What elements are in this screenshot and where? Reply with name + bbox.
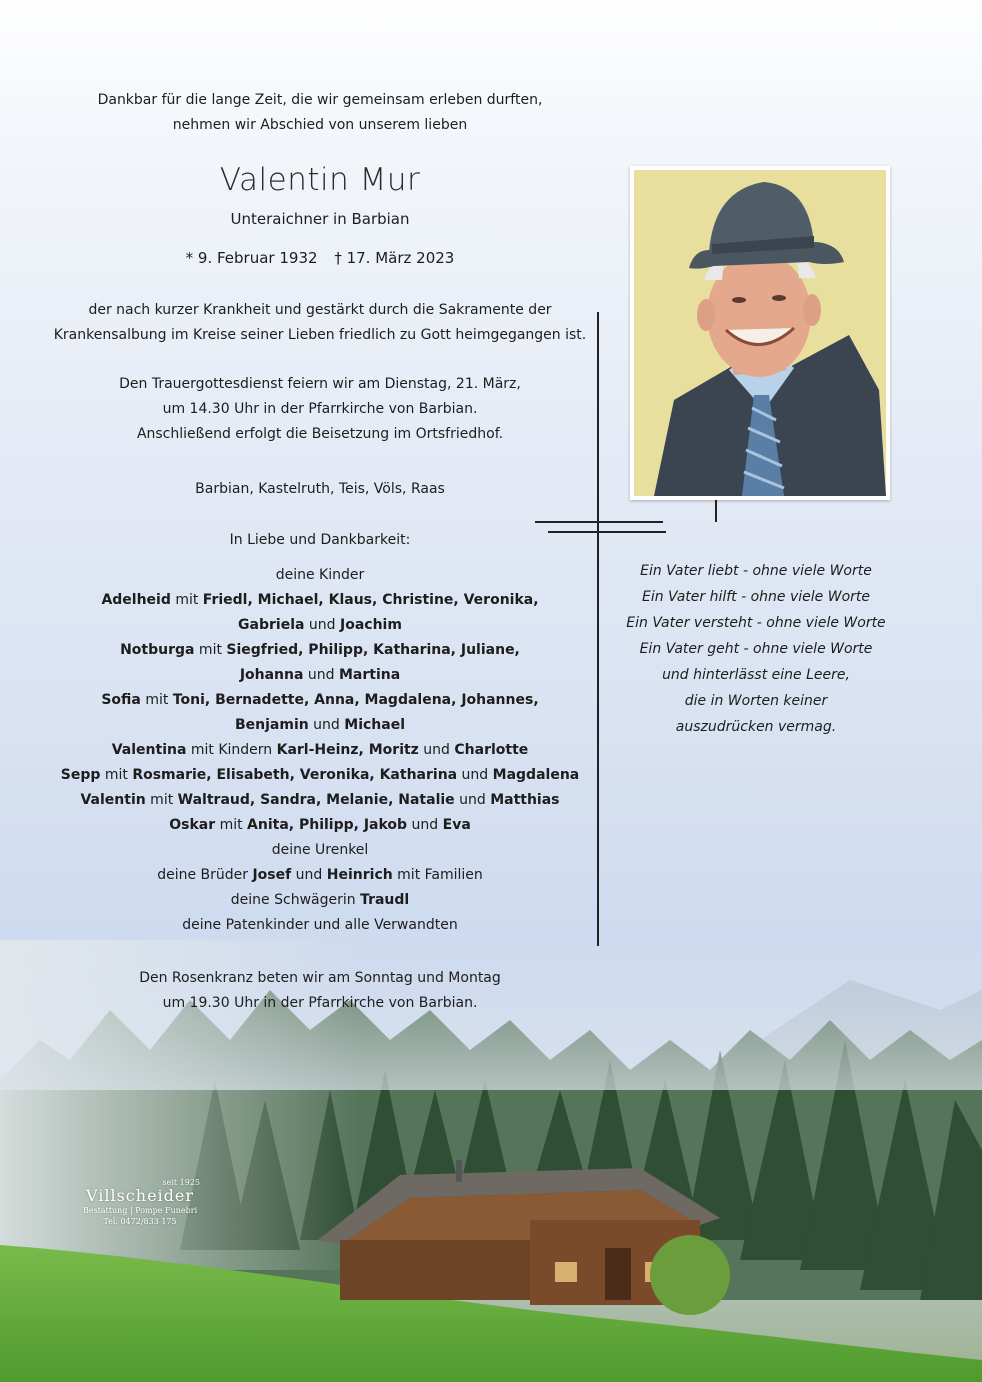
mourner-line [30,763,610,788]
intro-text [30,88,610,138]
mourner-line [30,838,610,863]
mourner-line [30,638,610,663]
mourner-name: Charlotte [454,742,529,758]
mourner-text: und [407,817,443,833]
mourner-text: und [303,667,339,683]
logo-subtitle: Bestattung | Pompe Funebri [82,1206,198,1215]
poem-line: Ein Vater hilft - ohne viele Worte [641,589,871,605]
para2-line-3: Anschließend erfolgt die Beisetzung im Ortsfriedhof. [136,426,504,442]
mourner-name: Benjamin [234,717,309,733]
poem-line: die in Worten keiner [684,693,828,709]
mourner-name: Heinrich [326,867,393,883]
places-line: Barbian, Kastelruth, Teis, Völs, Raas [195,481,445,497]
death-notice-paragraph [30,298,610,348]
mourner-text: und [304,617,340,633]
mourner-line [30,738,610,763]
mourner-name: Karl-Heinz, Moritz [276,742,419,758]
mourner-name: Gabriela [238,617,305,633]
rosary-line-1: Den Rosenkranz beten wir am Sonntag und Montag [139,970,501,986]
mourner-name: Notburga [120,642,195,658]
mourner-name: Anita, Philipp, Jakob [247,817,408,833]
mourner-text: mit [145,792,178,808]
poem-line: Ein Vater versteht - ohne viele Worte [626,615,886,631]
mourner-text: und [418,742,455,758]
poem-line: Ein Vater geht - ohne viele Worte [639,641,873,657]
mourner-text: deine Schwägerin [230,892,361,908]
mourner-line [30,563,610,588]
rosary-line-2: um 19.30 Uhr in der Pfarrkirche von Barbian. [162,995,478,1011]
cross-vertical-line [597,312,599,946]
portrait-image [634,170,886,496]
mourner-name: Michael [344,717,406,733]
mourner-name: Valentin [80,792,146,808]
closing-line: In Liebe und Dankbarkeit: [229,532,411,548]
mourner-name: Toni, Bernadette, Anna, Magdalena, Johannes, [172,692,539,708]
mourner-line [30,888,610,913]
death-date: † 17. März 2023 [334,249,455,267]
portrait-photo [630,166,890,500]
mourner-text: und [454,792,491,808]
mourner-text: mit Kindern [186,742,277,758]
mourner-line [30,788,610,813]
rosary-paragraph [30,966,610,1016]
poem-text [624,558,888,740]
mourner-name: Martina [338,667,401,683]
mourner-name: Friedl, Michael, Klaus, Christine, Veronika, [202,592,539,608]
funeral-home-logo [70,1178,210,1228]
mourner-text: deine Kinder [275,567,365,583]
mourner-line [30,913,610,938]
mourner-text: mit [215,817,248,833]
mourner-name: Traudl [360,892,410,908]
poem-line: auszudrücken vermag. [675,719,837,735]
cross-horizontal-line-2 [548,531,666,533]
mourner-name: Valentina [111,742,187,758]
deceased-name: Valentin Mur [219,162,421,198]
mourners-list [30,563,610,938]
para1-line-1: der nach kurzer Krankheit und gestärkt durch die Sakramente der [88,302,552,318]
mourner-name: Johanna [239,667,304,683]
mourner-text: mit [170,592,203,608]
mourner-name: Adelheid [101,592,171,608]
mourner-text: und [308,717,345,733]
mourner-text: mit [140,692,173,708]
mourner-name: Eva [442,817,471,833]
para2-line-2: um 14.30 Uhr in der Pfarrkirche von Barbian. [162,401,478,417]
mourner-text: mit Familien [392,867,483,883]
mourner-name: Josef [252,867,292,883]
mourner-text: deine Brüder [157,867,253,883]
cross-horizontal-line [535,521,663,523]
mourner-text: und [291,867,327,883]
mourner-name: Waltraud, Sandra, Melanie, Natalie [177,792,455,808]
mourner-line [30,613,610,638]
mourner-name: Rosmarie, Elisabeth, Veronika, Katharina [132,767,458,783]
mourner-name: Magdalena [492,767,580,783]
mourner-name: Matthias [490,792,560,808]
funeral-service-paragraph [30,372,610,447]
mourner-text: und [457,767,493,783]
mourner-line [30,813,610,838]
mourner-name: Siegfried, Philipp, Katharina, Juliane, [226,642,520,658]
mourner-text: deine Urenkel [271,842,369,858]
poem-line: Ein Vater liebt - ohne viele Worte [640,563,872,579]
para2-line-1: Den Trauergottesdienst feiern wir am Dienstag, 21. März, [119,376,521,392]
mourner-name: Sepp [60,767,101,783]
intro-line-2: nehmen wir Abschied von unserem lieben [172,117,468,133]
deceased-subtitle: Unteraichner in Barbian [230,210,410,228]
logo-phone: Tel. 0472/833 175 [103,1217,177,1226]
logo-brand: Villscheider [85,1186,195,1205]
mourner-text: mit [100,767,133,783]
birth-date: * 9. Februar 1932 [185,249,318,267]
mourner-name: Oskar [169,817,216,833]
life-dates [30,249,610,267]
poem-line: und hinterlässt eine Leere, [662,667,850,683]
para1-line-2: Krankensalbung im Kreise seiner Lieben friedlich zu Gott heimgegangen ist. [53,327,587,343]
mourner-name: Sofia [101,692,141,708]
mourner-line [30,688,610,713]
mourner-line [30,588,610,613]
mourner-line [30,663,610,688]
mourner-line [30,863,610,888]
mourner-text: deine Patenkinder und alle Verwandten [182,917,458,933]
intro-line-1: Dankbar für die lange Zeit, die wir gemeinsam erleben durften, [97,92,543,108]
mourner-line [30,713,610,738]
logo-since: seit 1925 [162,1178,200,1187]
mourner-name: Joachim [340,617,402,633]
mourner-text: mit [194,642,227,658]
